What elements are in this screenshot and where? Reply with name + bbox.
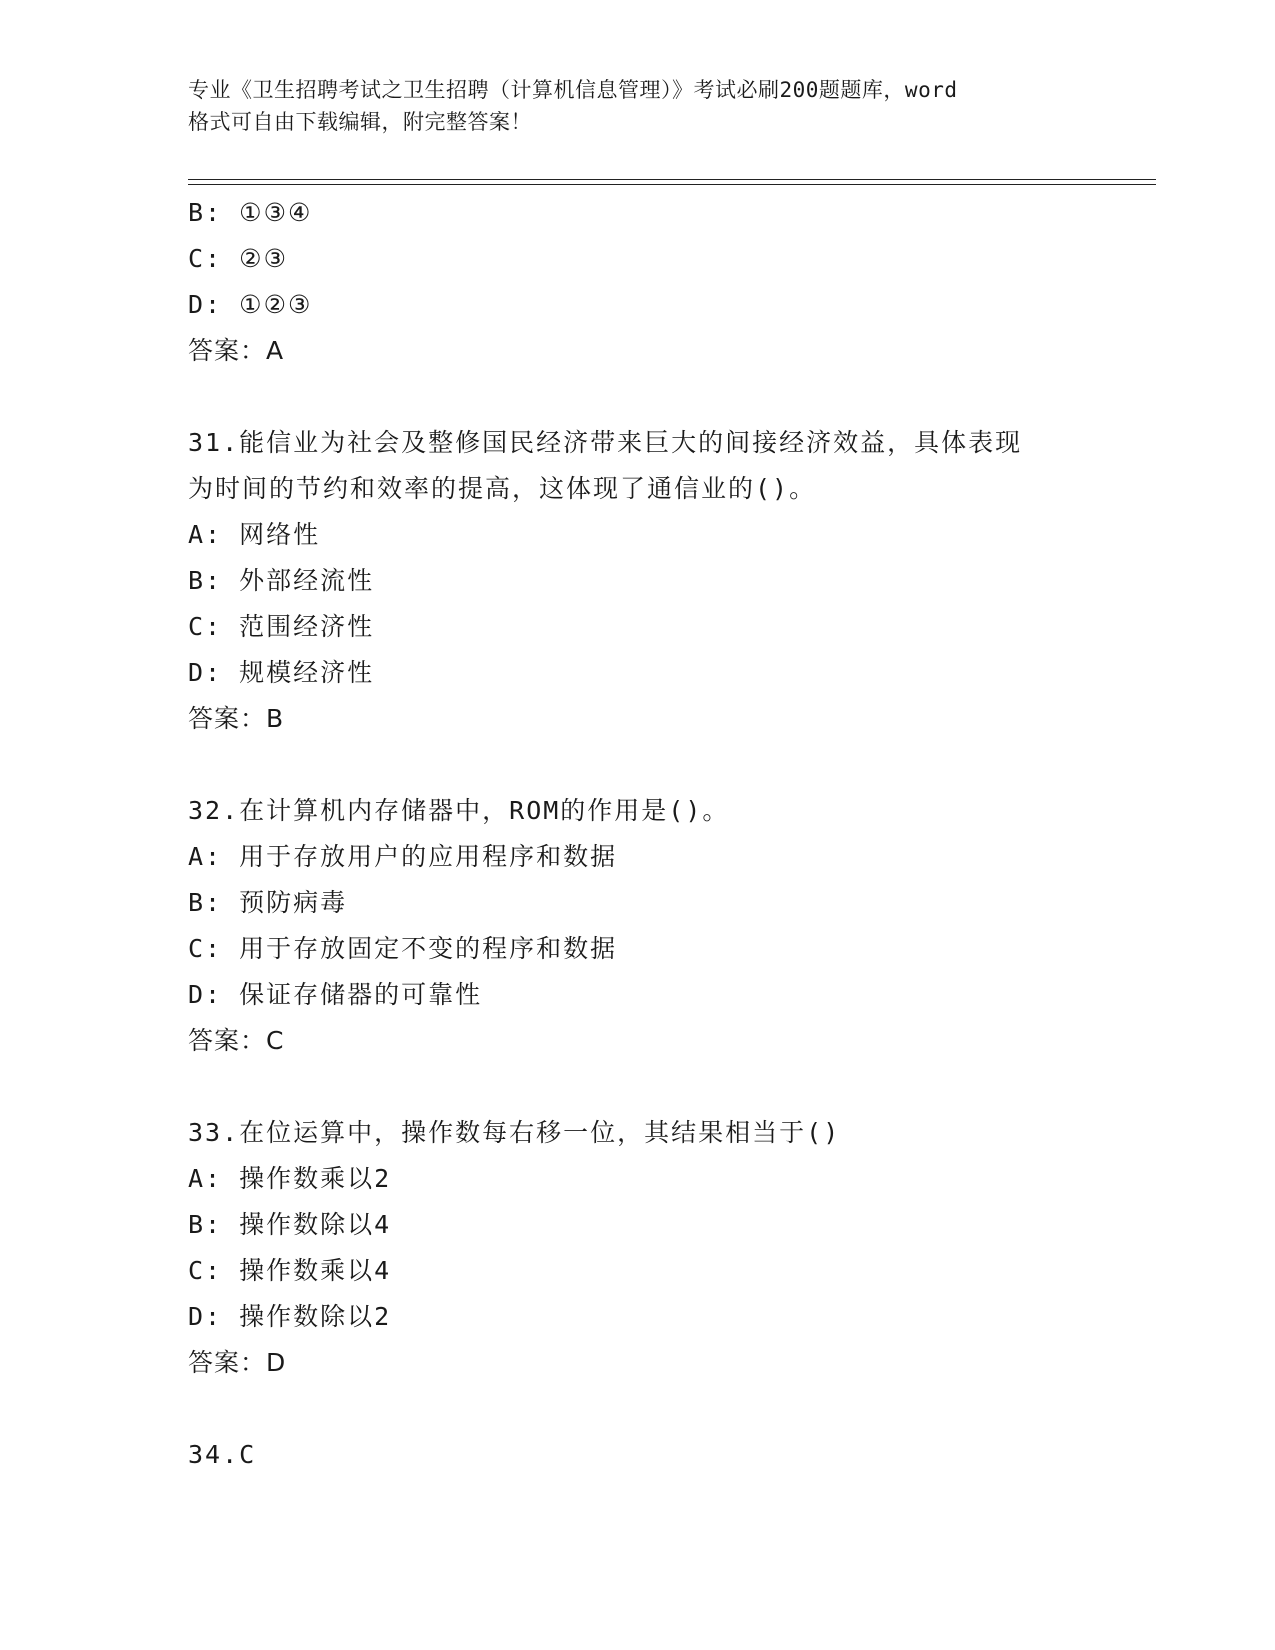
question-33-line-1: 33.在位运算中，操作数每右移一位，其结果相当于() bbox=[188, 1118, 841, 1147]
answer-line: 答案：D bbox=[188, 1348, 287, 1377]
option-b: B: ①③④ bbox=[188, 198, 313, 227]
option-c: C: ②③ bbox=[188, 244, 288, 273]
option-c: C: 操作数乘以4 bbox=[188, 1256, 392, 1285]
spacer bbox=[188, 1386, 1088, 1432]
header-rule-bottom bbox=[188, 184, 1156, 185]
option-b: B: 预防病毒 bbox=[188, 888, 348, 917]
option-b: B: 外部经流性 bbox=[188, 566, 375, 595]
header-line-1: 专业《卫生招聘考试之卫生招聘（计算机信息管理）》考试必刷200题题库，word bbox=[188, 78, 958, 102]
option-d: D: ①②③ bbox=[188, 290, 313, 319]
option-d: D: 保证存储器的可靠性 bbox=[188, 980, 483, 1009]
option-d: D: 操作数除以2 bbox=[188, 1302, 392, 1331]
header-line-2: 格式可自由下载编辑，附完整答案！ bbox=[188, 110, 532, 134]
spacer bbox=[188, 374, 1088, 420]
question-32-line-1: 32.在计算机内存储器中，ROM的作用是()。 bbox=[188, 796, 730, 825]
option-b: B: 操作数除以4 bbox=[188, 1210, 392, 1239]
option-c: C: 用于存放固定不变的程序和数据 bbox=[188, 934, 618, 963]
header-rule-top bbox=[188, 179, 1156, 180]
question-34-line-1: 34.C bbox=[188, 1440, 257, 1469]
answer-line: 答案：C bbox=[188, 1026, 285, 1055]
option-d: D: 规模经济性 bbox=[188, 658, 375, 687]
option-a: A: 用于存放用户的应用程序和数据 bbox=[188, 842, 618, 871]
document-body bbox=[188, 190, 1088, 1478]
spacer bbox=[188, 742, 1088, 788]
document-header bbox=[188, 74, 1108, 138]
question-31-line-1: 31.能信业为社会及整修国民经济带来巨大的间接经济效益，具体表现 bbox=[188, 428, 1023, 457]
option-c: C: 范围经济性 bbox=[188, 612, 375, 641]
question-31-line-2: 为时间的节约和效率的提高，这体现了通信业的()。 bbox=[188, 474, 817, 503]
spacer bbox=[188, 1064, 1088, 1110]
answer-line: 答案：B bbox=[188, 704, 285, 733]
option-a: A: 操作数乘以2 bbox=[188, 1164, 392, 1193]
answer-line: 答案：A bbox=[188, 336, 285, 365]
option-a: A: 网络性 bbox=[188, 520, 321, 549]
